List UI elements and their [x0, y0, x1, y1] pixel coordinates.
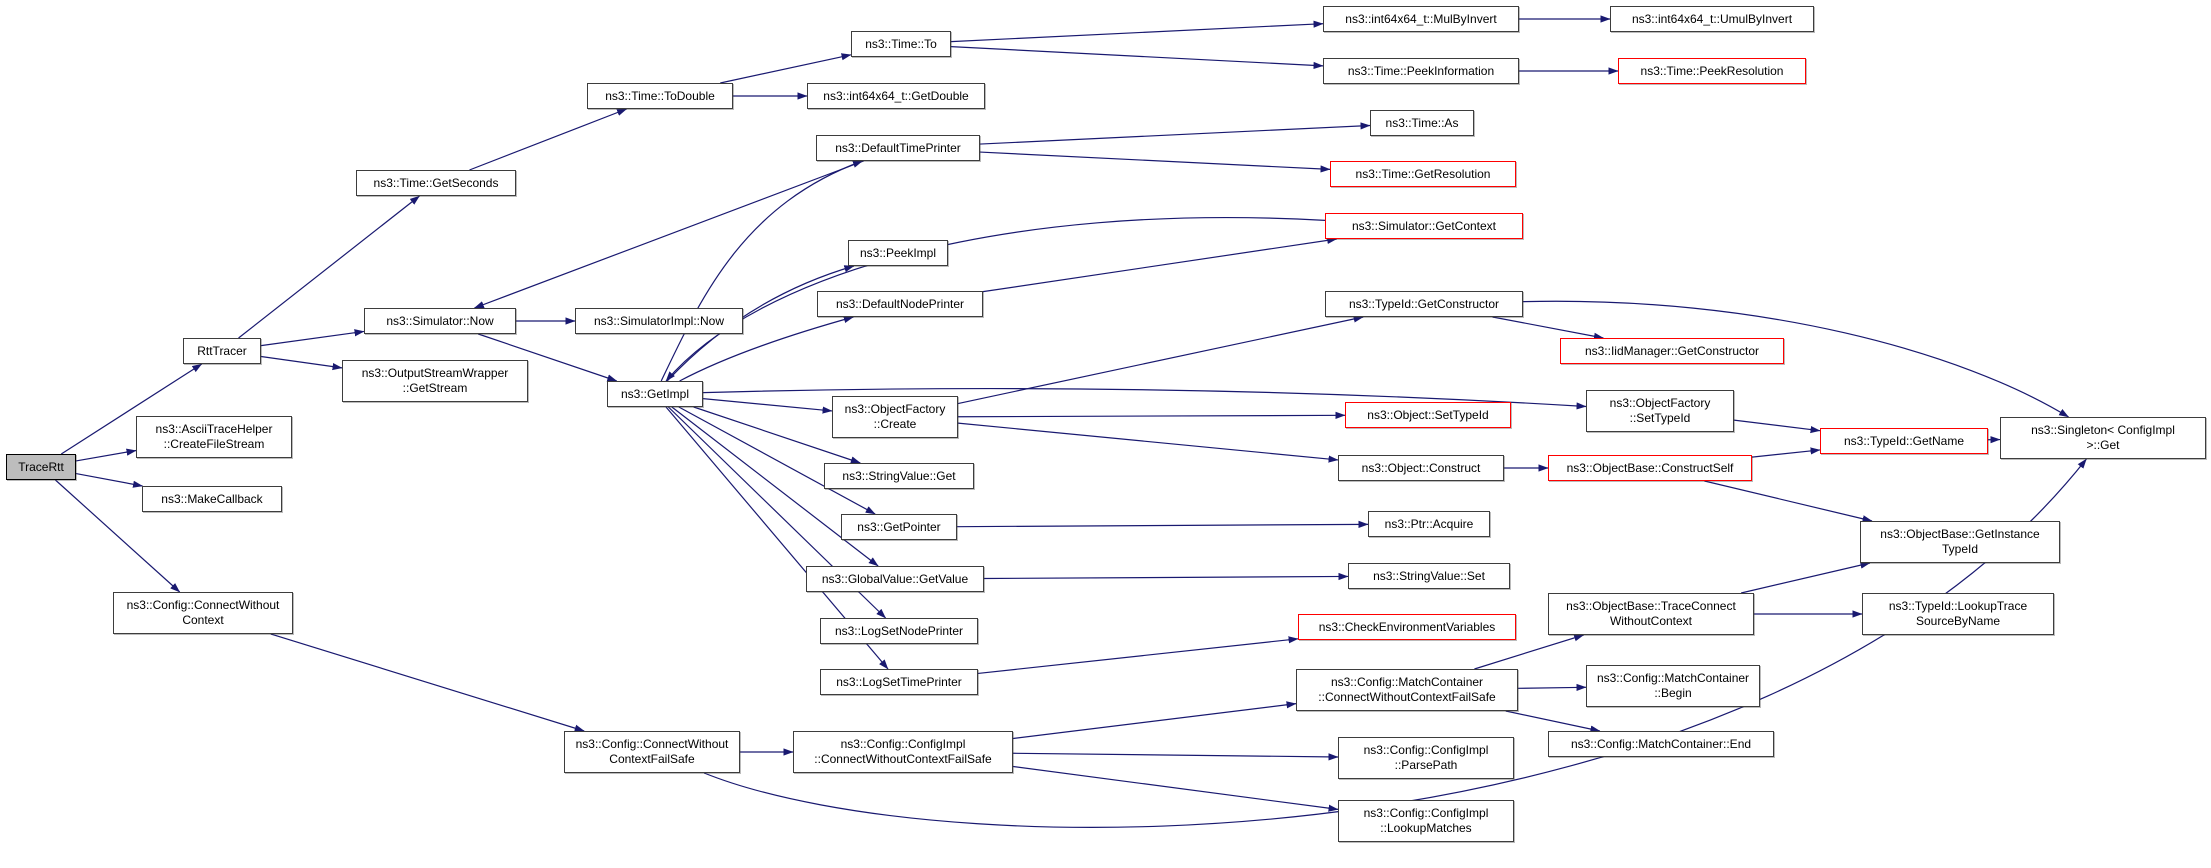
graph-node-objectconstruct[interactable]	[1338, 455, 1504, 481]
graph-node-tracertt[interactable]	[6, 454, 76, 480]
graph-node-label: ns3::int64x64_t::GetDouble	[823, 88, 969, 103]
graph-node-label: Context	[182, 613, 224, 627]
graph-node-mulbyinvert[interactable]	[1323, 6, 1519, 32]
graph-node-label: ns3::TypeId::GetConstructor	[1348, 296, 1500, 311]
graph-node-label: ns3::Object::SetTypeId	[1367, 407, 1489, 422]
graph-node-label: ns3::TypeId::LookupTrace	[1888, 599, 2028, 614]
graph-node-matchcontainerend[interactable]	[1548, 731, 1774, 757]
graph-node-label: ns3::ObjectBase::GetInstance	[1880, 527, 2040, 542]
call-edge-matchcontainercwcfs-to-matchcontainerbegin	[1518, 687, 1586, 688]
call-edge-globalvaluegetvalue-to-stringvalueset	[984, 576, 1348, 578]
graph-node-getseconds[interactable]	[356, 170, 516, 196]
graph-node-label: ns3::OutputStreamWrapper	[361, 366, 509, 381]
call-edge-connectwithoutcontext-to-cwcfs	[271, 634, 584, 731]
graph-node-getinstancetypeid[interactable]	[1860, 521, 2060, 563]
call-edge-simgetcontext-to-getimpl	[666, 218, 1325, 381]
graph-node-label: ns3::AsciiTraceHelper	[155, 422, 273, 437]
graph-node-label: ns3::IidManager::GetConstructor	[1584, 343, 1760, 358]
graph-node-label: ns3::Config::MatchContainer::End	[1570, 736, 1752, 751]
graph-node-label: ns3::Time::To	[865, 36, 937, 51]
call-edge-logsettimeprinter-to-checkenvironmentvariables	[978, 639, 1298, 674]
graph-node-label: ns3::MakeCallback	[161, 491, 263, 506]
call-edge-getimpl-to-objectfactorycreate	[703, 399, 832, 411]
graph-node-label: TypeId	[1941, 542, 1979, 556]
graph-node-label: ::SetTypeId	[1629, 411, 1691, 425]
graph-node-label: ns3::StringValue::Get	[842, 468, 956, 483]
graph-node-traceconnectwithoutcontext[interactable]	[1548, 593, 1754, 635]
call-edge-defaulttimeprinter-to-timeas	[980, 125, 1370, 144]
graph-node-label: ns3::Ptr::Acquire	[1384, 516, 1474, 531]
graph-node-label: ::ParsePath	[1394, 758, 1458, 772]
graph-node-label: ns3::Time::GetResolution	[1355, 166, 1491, 181]
graph-node-label: ns3::Time::PeekInformation	[1347, 63, 1495, 78]
call-edge-getseconds-to-todouble	[469, 109, 626, 170]
graph-node-label: ns3::Config::MatchContainer	[1596, 671, 1750, 686]
graph-node-typeidgetname[interactable]	[1820, 428, 1988, 454]
graph-node-label: ::ConnectWithoutContextFailSafe	[814, 752, 992, 766]
graph-node-lookuptracesourcebyname[interactable]	[1862, 593, 2054, 635]
graph-node-label: ns3::Time::PeekResolution	[1640, 63, 1784, 78]
graph-node-label: >::Get	[2086, 438, 2120, 452]
graph-node-label: ns3::DefaultNodePrinter	[835, 296, 965, 311]
graph-node-label: ::Create	[873, 417, 917, 431]
call-edge-rtttracer-to-simulatornow	[261, 331, 364, 345]
graph-node-label: ns3::int64x64_t::UmulByInvert	[1631, 11, 1793, 26]
graph-node-label: ns3::Simulator::GetContext	[1351, 218, 1497, 233]
graph-node-lookupmatches[interactable]	[1338, 800, 1514, 842]
graph-node-stringvalueget[interactable]	[824, 463, 974, 489]
graph-node-getimpl[interactable]	[607, 381, 703, 407]
graph-node-simulatornow[interactable]	[364, 308, 516, 334]
graph-node-label: ns3::Singleton< ConfigImpl	[2031, 423, 2175, 438]
graph-node-umulbyinvert[interactable]	[1610, 6, 1814, 32]
call-edge-configimplcwcfs-to-parsepath	[1013, 753, 1338, 757]
call-edge-timeto-to-peekinformation	[951, 47, 1323, 66]
graph-node-timeas[interactable]	[1370, 110, 1474, 136]
graph-node-label: ns3::Config::ConnectWithout	[126, 598, 280, 613]
call-edge-getpointer-to-ptracquire	[957, 524, 1368, 526]
graph-node-label: ::LookupMatches	[1380, 821, 1472, 835]
graph-node-label: ns3::LogSetTimePrinter	[836, 674, 962, 689]
graph-node-label: ::CreateFileStream	[163, 437, 265, 451]
graph-node-objectfactorysettypeid[interactable]	[1586, 390, 1734, 432]
graph-node-getresolution[interactable]	[1330, 161, 1516, 187]
graph-node-label: ns3::Simulator::Now	[386, 313, 494, 328]
graph-node-createfilestream[interactable]	[136, 416, 292, 458]
graph-node-label: ns3::TypeId::GetName	[1843, 433, 1965, 448]
graph-node-label: ns3::ObjectFactory	[844, 402, 946, 417]
graph-node-label: TraceRtt	[18, 459, 64, 474]
graph-node-rtttracer[interactable]	[183, 338, 261, 364]
graph-node-label: ns3::GetPointer	[857, 519, 941, 534]
graph-node-objectfactorycreate[interactable]	[832, 396, 958, 438]
call-edge-traceconnectwithoutcontext-to-getinstancetypeid	[1741, 563, 1870, 593]
graph-node-matchcontainerbegin[interactable]	[1586, 665, 1760, 707]
call-edge-defaultnodeprinter-to-simgetcontext	[983, 239, 1337, 292]
call-edge-objectfactorycreate-to-objectconstruct	[958, 423, 1338, 460]
graph-node-configimplcwcfs[interactable]	[793, 731, 1013, 773]
graph-node-label: ::ConnectWithoutContextFailSafe	[1318, 690, 1496, 704]
call-edge-constructself-to-getinstancetypeid	[1704, 481, 1872, 521]
graph-node-label: SourceByName	[1915, 614, 2001, 628]
graph-node-getdouble[interactable]	[807, 83, 985, 109]
graph-node-label: ns3::SimulatorImpl::Now	[593, 313, 725, 328]
graph-node-label: ns3::LogSetNodePrinter	[834, 623, 964, 638]
graph-node-logsetnodeprinter[interactable]	[820, 618, 978, 644]
graph-node-label: ns3::GlobalValue::GetValue	[821, 571, 969, 586]
graph-node-simgetcontext[interactable]	[1325, 213, 1523, 239]
call-edge-timeto-to-mulbyinvert	[951, 24, 1323, 42]
graph-node-constructself[interactable]	[1548, 455, 1752, 481]
graph-node-timeto[interactable]	[851, 31, 951, 57]
graph-node-cwcfs[interactable]	[564, 731, 740, 773]
call-edge-configimplcwcfs-to-lookupmatches	[1013, 767, 1338, 810]
graph-node-simulatorimplnow[interactable]	[575, 308, 743, 334]
call-edge-defaulttimeprinter-to-getresolution	[980, 152, 1330, 169]
graph-node-getpointer[interactable]	[841, 514, 957, 540]
graph-node-peekinformation[interactable]	[1323, 58, 1519, 84]
graph-node-label: ns3::CheckEnvironmentVariables	[1318, 619, 1496, 634]
graph-node-label: ns3::Object::Construct	[1361, 460, 1481, 475]
graph-node-label: ns3::DefaultTimePrinter	[835, 140, 961, 155]
call-edge-configimplcwcfs-to-matchcontainercwcfs	[1013, 704, 1296, 739]
graph-node-globalvaluegetvalue[interactable]	[806, 566, 984, 592]
graph-node-connectwithoutcontext[interactable]	[113, 592, 293, 634]
call-edge-matchcontainercwcfs-to-traceconnectwithoutcontext	[1474, 635, 1583, 669]
graph-node-label: ::Begin	[1654, 686, 1692, 700]
graph-node-label: ns3::PeekImpl	[859, 245, 937, 260]
graph-node-singletonget[interactable]	[2000, 417, 2206, 459]
graph-node-label: WithoutContext	[1609, 614, 1693, 628]
call-edge-objectfactorycreate-to-objectsettypeid	[958, 415, 1345, 416]
call-edge-rtttracer-to-getstream	[261, 356, 342, 367]
graph-node-makecallback[interactable]	[142, 486, 282, 512]
call-edge-tracertt-to-makecallback	[76, 474, 143, 486]
graph-node-iidmanagergetconstructor[interactable]	[1560, 338, 1784, 364]
call-edge-objectfactorysettypeid-to-typeidgetname	[1734, 420, 1820, 431]
graph-node-label: ns3::Config::ConfigImpl	[1363, 743, 1489, 758]
graph-node-getstream[interactable]	[342, 360, 528, 402]
graph-node-label: ns3::ObjectBase::ConstructSelf	[1566, 460, 1734, 475]
graph-node-defaulttimeprinter[interactable]	[816, 135, 980, 161]
graph-node-ptracquire[interactable]	[1368, 511, 1490, 537]
graph-node-label: ns3::ObjectBase::TraceConnect	[1566, 599, 1736, 614]
graph-node-label: ContextFailSafe	[609, 752, 695, 766]
call-edge-todouble-to-timeto	[720, 55, 851, 83]
graph-node-label: ns3::Config::ConfigImpl	[1363, 806, 1489, 821]
graph-node-label: ns3::Time::ToDouble	[605, 88, 715, 103]
graph-node-peekimpl[interactable]	[848, 240, 948, 266]
call-edge-tracertt-to-createfilestream	[76, 451, 136, 461]
call-edge-defaulttimeprinter-to-simulatornow	[474, 161, 863, 308]
graph-node-defaultnodeprinter[interactable]	[817, 291, 983, 317]
graph-node-matchcontainercwcfs[interactable]	[1296, 669, 1518, 711]
graph-node-label: ns3::Time::GetSeconds	[373, 175, 499, 190]
graph-node-checkenvironmentvariables[interactable]	[1298, 614, 1516, 640]
call-edge-constructself-to-typeidgetname	[1752, 450, 1820, 457]
graph-node-label: ns3::GetImpl	[620, 386, 690, 401]
graph-node-label: ns3::Time::As	[1385, 115, 1459, 130]
call-edge-getimpl-to-defaulttimeprinter	[661, 161, 862, 381]
graph-node-label: ns3::ObjectFactory	[1609, 396, 1711, 411]
graph-node-parsepath[interactable]	[1338, 737, 1514, 779]
graph-node-label: ns3::Config::MatchContainer	[1330, 675, 1484, 690]
call-edge-matchcontainercwcfs-to-matchcontainerend	[1506, 711, 1600, 731]
graph-node-stringvalueset[interactable]	[1348, 563, 1510, 589]
graph-node-label: ns3::StringValue::Set	[1373, 568, 1485, 583]
graph-node-label: ns3::int64x64_t::MulByInvert	[1345, 11, 1497, 26]
graph-node-label: ::GetStream	[402, 381, 468, 395]
graph-node-label: ns3::Config::ConnectWithout	[575, 737, 729, 752]
graph-node-todouble[interactable]	[587, 83, 733, 109]
graph-node-objectsettypeid[interactable]	[1345, 402, 1511, 428]
graph-node-peekresolution[interactable]	[1618, 58, 1806, 84]
graph-node-label: ns3::Config::ConfigImpl	[840, 737, 966, 752]
graph-node-typeidgetconstructor[interactable]	[1325, 291, 1523, 317]
call-edge-typeidgetconstructor-to-iidmanagergetconstructor	[1493, 317, 1604, 338]
graph-node-label: RttTracer	[197, 343, 247, 358]
graph-node-logsettimeprinter[interactable]	[820, 669, 978, 695]
